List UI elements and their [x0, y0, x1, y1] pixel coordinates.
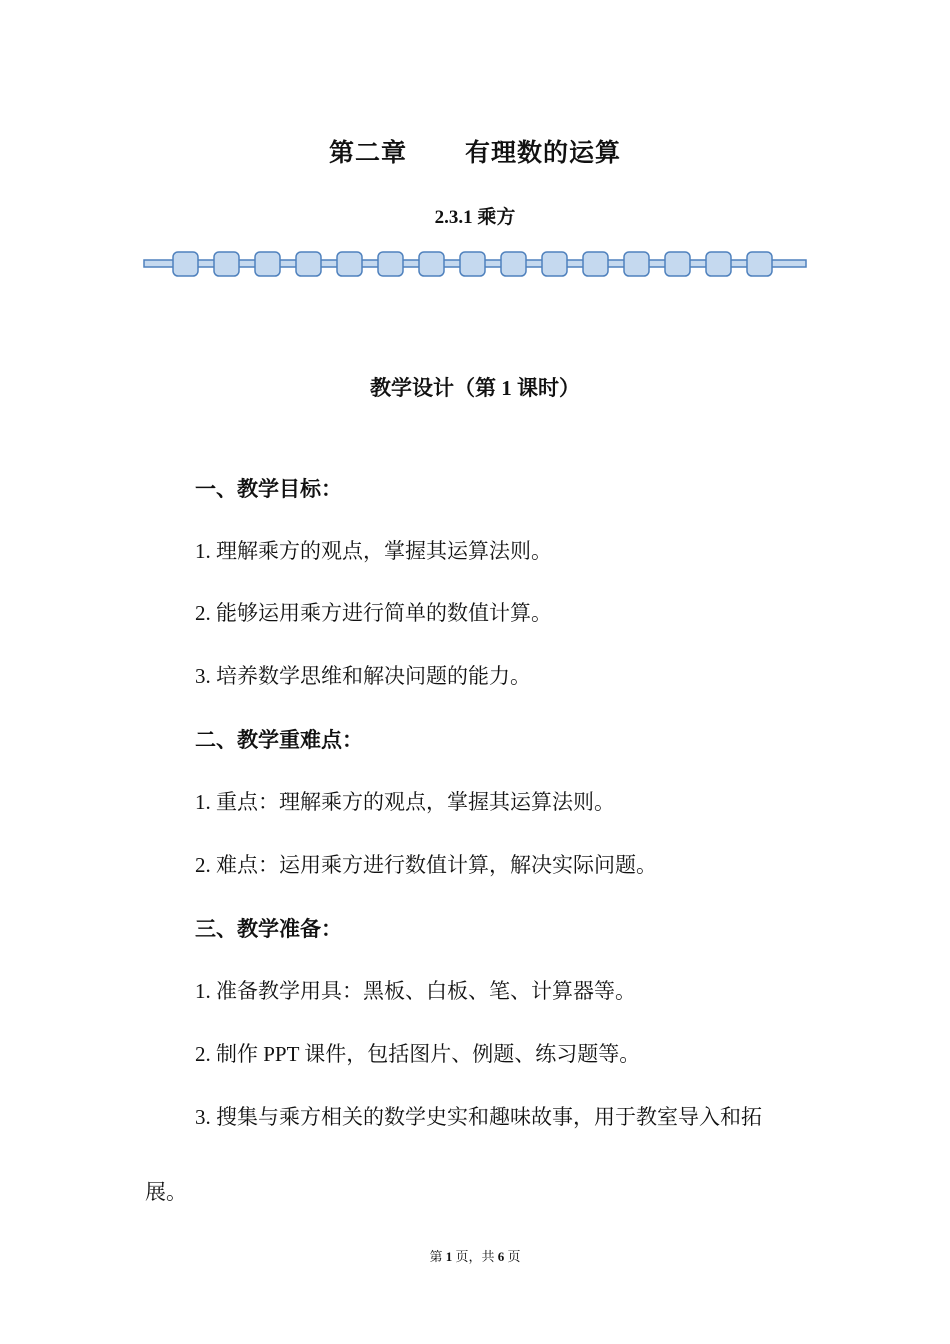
footer-middle: 页，共 — [455, 1249, 495, 1264]
section-heading-goals: 一、教学目标： — [195, 477, 342, 501]
footer-total-pages: 6 — [497, 1249, 505, 1264]
page-footer — [0, 1246, 950, 1265]
preparation-item-1: 1. 准备教学用具：黑板、白板、笔、计算器等。 — [195, 979, 636, 1003]
divider-bead — [460, 252, 485, 276]
section-title: 2.3.1 乘方 — [434, 207, 516, 228]
key-point-item-1: 1. 重点：理解乘方的观点，掌握其运算法则。 — [195, 790, 615, 814]
key-point-item-2: 2. 难点：运用乘方进行数值计算，解决实际问题。 — [195, 853, 657, 877]
divider-bead — [419, 252, 444, 276]
footer-suffix: 页 — [507, 1249, 521, 1264]
divider-bead — [624, 252, 649, 276]
divider-bead — [296, 252, 321, 276]
divider-bead — [173, 252, 198, 276]
divider-bead — [583, 252, 608, 276]
goal-item-2: 2. 能够运用乘方进行简单的数值计算。 — [195, 601, 552, 625]
section-heading-preparation: 三、教学准备： — [195, 917, 342, 941]
divider-bead — [337, 252, 362, 276]
divider-bead — [501, 252, 526, 276]
divider-bead — [542, 252, 567, 276]
preparation-item-3-continuation: 展。 — [145, 1180, 187, 1204]
footer-prefix: 第 — [429, 1249, 443, 1264]
divider-bead — [747, 252, 772, 276]
goal-item-1: 1. 理解乘方的观点，掌握其运算法则。 — [195, 539, 552, 563]
divider-bead — [378, 252, 403, 276]
preparation-item-3: 3. 搜集与乘方相关的数学史实和趣味故事，用于教室导入和拓 — [195, 1105, 762, 1129]
footer-current-page: 1 — [445, 1249, 453, 1264]
preparation-item-2: 2. 制作 PPT 课件，包括图片、例题、练习题等。 — [195, 1042, 641, 1066]
divider-bead — [706, 252, 731, 276]
divider-bead — [665, 252, 690, 276]
goal-item-3: 3. 培养数学思维和解决问题的能力。 — [195, 664, 531, 688]
bead-divider — [143, 250, 809, 278]
divider-bead — [214, 252, 239, 276]
section-heading-key-points: 二、教学重难点： — [195, 728, 363, 752]
chapter-title: 第二章 有理数的运算 — [328, 140, 621, 167]
divider-bead — [255, 252, 280, 276]
document-subtitle: 教学设计（第 1 课时） — [370, 376, 580, 400]
